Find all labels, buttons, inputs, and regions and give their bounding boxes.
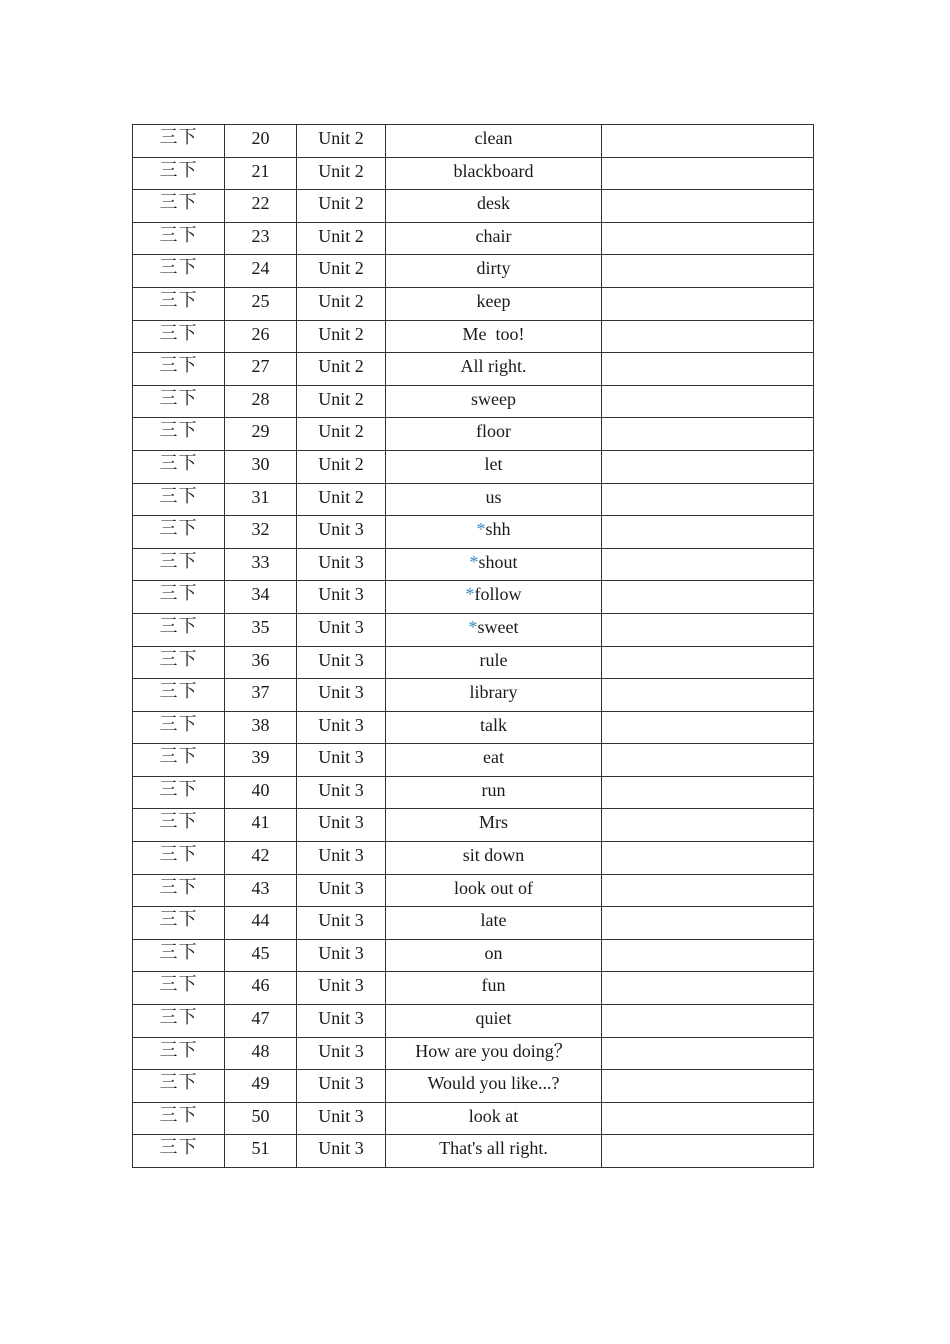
- grade-cell: 三下: [133, 222, 225, 255]
- word-text: us: [485, 486, 502, 507]
- star-marker: *: [468, 616, 478, 637]
- word-cell: [386, 222, 602, 255]
- word-text: follow: [474, 584, 522, 605]
- word-text: How are you doing？: [415, 1040, 572, 1061]
- unit-cell: Unit 2: [297, 125, 386, 158]
- word-text: library: [469, 682, 518, 703]
- table-row: [133, 907, 814, 940]
- note-cell: [602, 972, 814, 1005]
- word-cell: [386, 1135, 602, 1168]
- table-row: [133, 972, 814, 1005]
- number-cell: 51: [225, 1135, 297, 1168]
- note-cell: [602, 1037, 814, 1070]
- note-cell: [602, 320, 814, 353]
- grade-cell: 三下: [133, 679, 225, 712]
- grade-cell: 三下: [133, 581, 225, 614]
- note-cell: [602, 581, 814, 614]
- grade-cell: 三下: [133, 353, 225, 386]
- number-cell: 23: [225, 222, 297, 255]
- word-text: That's all right.: [439, 1138, 548, 1159]
- word-text: talk: [480, 714, 507, 735]
- word-text: blackboard: [453, 160, 534, 181]
- unit-cell: Unit 3: [297, 972, 386, 1005]
- unit-cell: Unit 3: [297, 842, 386, 875]
- unit-cell: Unit 3: [297, 1070, 386, 1103]
- unit-cell: Unit 3: [297, 711, 386, 744]
- grade-cell: 三下: [133, 842, 225, 875]
- number-cell: 50: [225, 1102, 297, 1135]
- note-cell: [602, 157, 814, 190]
- note-cell: [602, 516, 814, 549]
- word-cell: [386, 581, 602, 614]
- note-cell: [602, 711, 814, 744]
- vocabulary-table-body: [133, 125, 814, 1168]
- word-cell: [386, 450, 602, 483]
- note-cell: [602, 353, 814, 386]
- unit-cell: Unit 3: [297, 1005, 386, 1038]
- table-row: [133, 744, 814, 777]
- table-row: [133, 646, 814, 679]
- word-text: shout: [478, 551, 518, 572]
- number-cell: 28: [225, 385, 297, 418]
- note-cell: [602, 450, 814, 483]
- word-cell: [386, 809, 602, 842]
- table-row: [133, 1135, 814, 1168]
- note-cell: [602, 385, 814, 418]
- number-cell: 46: [225, 972, 297, 1005]
- unit-cell: Unit 3: [297, 548, 386, 581]
- number-cell: 38: [225, 711, 297, 744]
- number-cell: 24: [225, 255, 297, 288]
- table-row: [133, 711, 814, 744]
- grade-cell: 三下: [133, 125, 225, 158]
- table-row: [133, 385, 814, 418]
- number-cell: 33: [225, 548, 297, 581]
- number-cell: 49: [225, 1070, 297, 1103]
- note-cell: [602, 255, 814, 288]
- number-cell: 39: [225, 744, 297, 777]
- word-cell: [386, 548, 602, 581]
- word-text: Me too!: [462, 323, 525, 344]
- grade-cell: 三下: [133, 320, 225, 353]
- grade-cell: 三下: [133, 907, 225, 940]
- word-text: fun: [481, 975, 506, 996]
- table-row: [133, 157, 814, 190]
- word-text: dirty: [476, 258, 511, 279]
- note-cell: [602, 190, 814, 223]
- word-text: chair: [475, 225, 512, 246]
- star-marker: *: [476, 519, 486, 540]
- grade-cell: 三下: [133, 874, 225, 907]
- word-cell: [386, 1037, 602, 1070]
- unit-cell: Unit 3: [297, 646, 386, 679]
- grade-cell: 三下: [133, 1070, 225, 1103]
- word-text: Would you like...?: [427, 1073, 560, 1094]
- grade-cell: 三下: [133, 548, 225, 581]
- word-cell: [386, 483, 602, 516]
- unit-cell: Unit 3: [297, 516, 386, 549]
- grade-cell: 三下: [133, 516, 225, 549]
- word-text: keep: [476, 290, 511, 311]
- word-text: Mrs: [478, 812, 508, 833]
- note-cell: [602, 613, 814, 646]
- grade-cell: 三下: [133, 287, 225, 320]
- word-cell: [386, 190, 602, 223]
- unit-cell: Unit 3: [297, 907, 386, 940]
- grade-cell: 三下: [133, 450, 225, 483]
- number-cell: 44: [225, 907, 297, 940]
- word-text: floor: [476, 421, 511, 442]
- note-cell: [602, 1102, 814, 1135]
- note-cell: [602, 1135, 814, 1168]
- grade-cell: 三下: [133, 255, 225, 288]
- note-cell: [602, 483, 814, 516]
- note-cell: [602, 548, 814, 581]
- unit-cell: Unit 2: [297, 157, 386, 190]
- grade-cell: 三下: [133, 1037, 225, 1070]
- unit-cell: Unit 3: [297, 1135, 386, 1168]
- note-cell: [602, 907, 814, 940]
- number-cell: 22: [225, 190, 297, 223]
- word-text: look at: [468, 1105, 519, 1126]
- note-cell: [602, 939, 814, 972]
- word-text: clean: [474, 128, 513, 148]
- note-cell: [602, 1070, 814, 1103]
- table-row: [133, 1070, 814, 1103]
- note-cell: [602, 809, 814, 842]
- word-cell: [386, 939, 602, 972]
- word-text: on: [484, 942, 503, 963]
- number-cell: 30: [225, 450, 297, 483]
- grade-cell: 三下: [133, 711, 225, 744]
- unit-cell: Unit 2: [297, 385, 386, 418]
- unit-cell: Unit 2: [297, 255, 386, 288]
- word-text: run: [481, 779, 506, 800]
- word-cell: [386, 744, 602, 777]
- grade-cell: 三下: [133, 613, 225, 646]
- word-text: shh: [485, 519, 511, 540]
- grade-cell: 三下: [133, 157, 225, 190]
- number-cell: 20: [225, 125, 297, 158]
- note-cell: [602, 874, 814, 907]
- word-cell: [386, 1102, 602, 1135]
- word-cell: [386, 972, 602, 1005]
- number-cell: 42: [225, 842, 297, 875]
- note-cell: [602, 842, 814, 875]
- grade-cell: 三下: [133, 939, 225, 972]
- note-cell: [602, 222, 814, 255]
- word-cell: [386, 157, 602, 190]
- unit-cell: Unit 3: [297, 744, 386, 777]
- grade-cell: 三下: [133, 1005, 225, 1038]
- note-cell: [602, 1005, 814, 1038]
- grade-cell: 三下: [133, 744, 225, 777]
- table-row: [133, 190, 814, 223]
- unit-cell: Unit 2: [297, 222, 386, 255]
- unit-cell: Unit 3: [297, 874, 386, 907]
- unit-cell: Unit 3: [297, 1102, 386, 1135]
- note-cell: [602, 125, 814, 158]
- note-cell: [602, 679, 814, 712]
- table-row: [133, 809, 814, 842]
- table-row: [133, 874, 814, 907]
- number-cell: 34: [225, 581, 297, 614]
- number-cell: 25: [225, 287, 297, 320]
- word-text: All right.: [460, 356, 527, 377]
- word-cell: [386, 646, 602, 679]
- note-cell: [602, 287, 814, 320]
- word-text: desk: [477, 193, 510, 214]
- table-row: [133, 255, 814, 288]
- grade-cell: 三下: [133, 1135, 225, 1168]
- word-cell: [386, 353, 602, 386]
- unit-cell: Unit 2: [297, 353, 386, 386]
- grade-cell: 三下: [133, 809, 225, 842]
- number-cell: 32: [225, 516, 297, 549]
- word-cell: [386, 679, 602, 712]
- grade-cell: 三下: [133, 483, 225, 516]
- word-text: late: [480, 910, 507, 931]
- unit-cell: Unit 3: [297, 679, 386, 712]
- grade-cell: 三下: [133, 776, 225, 809]
- word-cell: [386, 711, 602, 744]
- word-cell: [386, 255, 602, 288]
- table-row: [133, 548, 814, 581]
- word-cell: [386, 418, 602, 451]
- word-cell: [386, 907, 602, 940]
- vocabulary-table: [132, 124, 814, 1168]
- number-cell: 43: [225, 874, 297, 907]
- table-row: [133, 1005, 814, 1038]
- word-cell: [386, 874, 602, 907]
- grade-cell: 三下: [133, 385, 225, 418]
- number-cell: 27: [225, 353, 297, 386]
- table-row: [133, 483, 814, 516]
- word-cell: [386, 287, 602, 320]
- unit-cell: Unit 3: [297, 581, 386, 614]
- number-cell: 31: [225, 483, 297, 516]
- number-cell: 35: [225, 613, 297, 646]
- table-row: [133, 1102, 814, 1135]
- unit-cell: Unit 3: [297, 776, 386, 809]
- table-row: [133, 776, 814, 809]
- table-row: [133, 222, 814, 255]
- unit-cell: Unit 2: [297, 287, 386, 320]
- word-cell: [386, 125, 602, 158]
- note-cell: [602, 744, 814, 777]
- table-row: [133, 581, 814, 614]
- table-row: [133, 450, 814, 483]
- unit-cell: Unit 3: [297, 1037, 386, 1070]
- unit-cell: Unit 3: [297, 939, 386, 972]
- unit-cell: Unit 2: [297, 320, 386, 353]
- word-text: quiet: [475, 1008, 512, 1029]
- word-cell: [386, 1005, 602, 1038]
- unit-cell: Unit 2: [297, 190, 386, 223]
- word-text: sweep: [471, 388, 516, 409]
- number-cell: 48: [225, 1037, 297, 1070]
- star-marker: *: [465, 584, 475, 605]
- table-row: [133, 842, 814, 875]
- table-row: [133, 418, 814, 451]
- unit-cell: Unit 2: [297, 483, 386, 516]
- table-row: [133, 353, 814, 386]
- table-row: [133, 1037, 814, 1070]
- number-cell: 45: [225, 939, 297, 972]
- grade-cell: 三下: [133, 418, 225, 451]
- word-text: look out of: [454, 877, 533, 898]
- word-cell: [386, 613, 602, 646]
- unit-cell: Unit 2: [297, 450, 386, 483]
- number-cell: 36: [225, 646, 297, 679]
- word-cell: [386, 385, 602, 418]
- word-text: sit down: [462, 845, 525, 866]
- note-cell: [602, 646, 814, 679]
- word-text: rule: [479, 649, 508, 670]
- word-text: eat: [483, 747, 504, 768]
- table-row: [133, 516, 814, 549]
- table-row: [133, 287, 814, 320]
- table-row: [133, 613, 814, 646]
- unit-cell: Unit 2: [297, 418, 386, 451]
- table-row: [133, 679, 814, 712]
- table-row: [133, 125, 814, 158]
- note-cell: [602, 418, 814, 451]
- grade-cell: 三下: [133, 972, 225, 1005]
- grade-cell: 三下: [133, 190, 225, 223]
- grade-cell: 三下: [133, 646, 225, 679]
- word-cell: [386, 1070, 602, 1103]
- word-cell: [386, 320, 602, 353]
- word-cell: [386, 516, 602, 549]
- number-cell: 29: [225, 418, 297, 451]
- number-cell: 26: [225, 320, 297, 353]
- number-cell: 21: [225, 157, 297, 190]
- word-text: let: [484, 453, 503, 474]
- word-text: sweet: [477, 616, 519, 637]
- number-cell: 40: [225, 776, 297, 809]
- word-cell: [386, 842, 602, 875]
- table-row: [133, 939, 814, 972]
- word-cell: [386, 776, 602, 809]
- note-cell: [602, 776, 814, 809]
- number-cell: 47: [225, 1005, 297, 1038]
- unit-cell: Unit 3: [297, 613, 386, 646]
- number-cell: 37: [225, 679, 297, 712]
- table-row: [133, 320, 814, 353]
- number-cell: 41: [225, 809, 297, 842]
- grade-cell: 三下: [133, 1102, 225, 1135]
- unit-cell: Unit 3: [297, 809, 386, 842]
- star-marker: *: [469, 551, 479, 572]
